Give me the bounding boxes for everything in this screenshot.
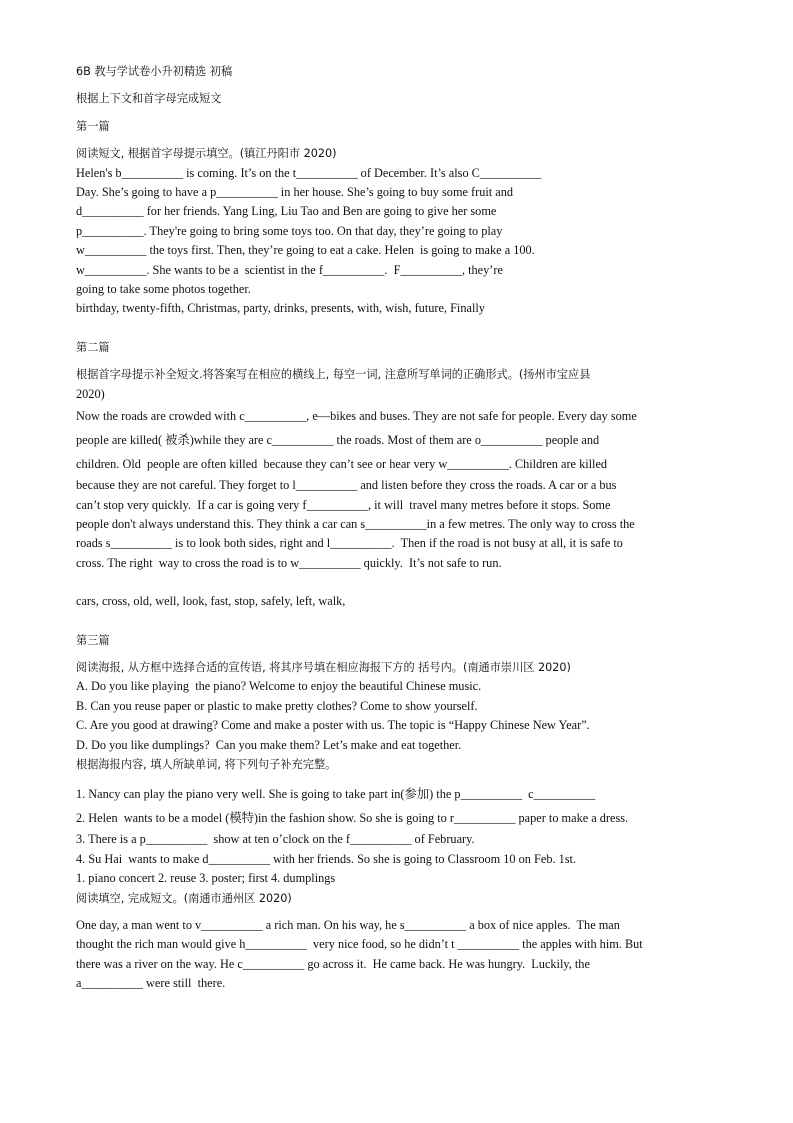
- passage-line: there was a river on the way. He c__________ go across it. He came back. He was hungry. Luckily, the: [76, 956, 590, 971]
- passage-line: p__________. They're going to bring some toys too. On that day, they’re going to play: [76, 223, 503, 238]
- passage-line: children. Old people are often killed because they can’t see or hear very w__________. Children are killed: [76, 457, 608, 472]
- passage-line: w__________. She wants to be a scientist in the f__________. F__________, they’re: [76, 262, 503, 277]
- worksheet-page: [76, 62, 721, 994]
- section-3-title: 第三篇: [76, 633, 110, 647]
- option-line: B. Can you reuse paper or plastic to make pretty clothes? Come to show yourself.: [76, 698, 478, 713]
- spacer: [76, 319, 721, 338]
- document-header: 6B 教与学试卷小升初精选 初稿: [76, 65, 233, 78]
- spacer: [76, 109, 721, 117]
- passage-line: a__________ were still there.: [76, 976, 226, 991]
- passage-line: going to take some photos together.: [76, 282, 251, 297]
- spacer: [76, 136, 721, 144]
- section-3-prompt-2: 根据海报内容, 填人所缺单词, 将下列句子补充完整。: [76, 757, 337, 771]
- passage-line: thought the rich man would give h__________ very nice food, so he didn’t t __________ the apples with him. But: [76, 937, 643, 952]
- passage-line: Helen's b__________ is coming. It’s on the t__________ of December. It’s also C__________: [76, 165, 542, 180]
- passage-line: people are killed( 被杀)while they are c__________ the roads. Most of them are o__________ people and: [76, 433, 600, 448]
- passage-line: d__________ for her friends. Yang Ling, Liu Tao and Ben are going to give her some: [76, 204, 497, 219]
- passage-line: roads s__________ is to look both sides, right and l__________. Then if the road is not busy at all, it is safe to: [76, 536, 623, 551]
- spacer: [76, 650, 721, 658]
- answer-key: 1. piano concert 2. reuse 3. poster; first 4. dumplings: [76, 871, 336, 886]
- sentence-line: 3. There is a p__________ show at ten o’clock on the f__________ of February.: [76, 832, 475, 847]
- section-1-prompt: 阅读短文, 根据首字母提示填空。(镇江丹阳市 2020): [76, 147, 337, 161]
- spacer: [76, 573, 721, 592]
- spacer: [76, 357, 721, 365]
- section-1-title: 第一篇: [76, 119, 110, 133]
- passage-line: Day. She’s going to have a p__________ in her house. She’s going to buy some fruit and: [76, 185, 514, 200]
- spacer: [76, 908, 721, 916]
- section-2-prompt-cont: 2020): [76, 386, 105, 401]
- section-2-title: 第二篇: [76, 340, 110, 354]
- sentence-line: 2. Helen wants to be a model (模特)in the fashion show. So she is going to r__________ paper to make a dress.: [76, 811, 629, 826]
- option-line: D. Do you like dumplings? Can you make them? Let’s make and eat together.: [76, 737, 462, 752]
- general-instruction: 根据上下文和首字母完成短文: [76, 92, 222, 106]
- passage-line: can’t stop very quickly. If a car is going very f__________, it will travel many metres before it stops. Some: [76, 497, 611, 512]
- sentence-line: 4. Su Hai wants to make d__________ with her friends. So she is going to Classroom 10 on Feb. 1st.: [76, 851, 577, 866]
- sentence-line: 1. Nancy can play the piano very well. She is going to take part in(参加) the p__________ c__________: [76, 787, 596, 802]
- passage-line: One day, a man went to v__________ a rich man. On his way, he s__________ a box of nice apples. The man: [76, 918, 620, 932]
- passage-line: cross. The right way to cross the road is to w__________ quickly. It’s not safe to run.: [76, 555, 502, 570]
- passage-line: w__________ the toys first. Then, they’re going to eat a cake. Helen is going to make a 100.: [76, 243, 535, 258]
- spacer: [76, 612, 721, 631]
- spacer: [76, 81, 721, 89]
- word-bank: cars, cross, old, well, look, fast, stop, safely, left, walk,: [76, 594, 346, 609]
- spacer: [76, 774, 721, 782]
- section-4-prompt: 阅读填空, 完成短文。(南通市通州区 2020): [76, 891, 292, 905]
- section-2-prompt: 根据首字母提示补全短文.将答案写在相应的横线上, 每空一词, 注意所写单词的正确形式。(扬州市宝应县: [76, 368, 591, 382]
- option-line: A. Do you like playing the piano? Welcome to enjoy the beautiful Chinese music.: [76, 679, 482, 694]
- section-3-prompt: 阅读海报, 从方框中选择合适的宣传语, 将其序号填在相应海报下方的 括号内。(南通市崇川区 2020): [76, 660, 571, 674]
- word-bank: birthday, twenty-fifth, Christmas, party, drinks, presents, with, wish, future, Finally: [76, 301, 485, 316]
- passage-line: because they are not careful. They forget to l__________ and listen before they cross the roads. A car or a bus: [76, 478, 617, 493]
- option-line: C. Are you good at drawing? Come and make a poster with us. The topic is “Happy Chinese New Year”.: [76, 718, 590, 733]
- passage-line: Now the roads are crowded with c__________, e—bikes and buses. They are not safe for people. Every day some: [76, 409, 637, 424]
- passage-line: people don't always understand this. They think a car can s__________in a few metres. The only way to cross the: [76, 516, 635, 531]
